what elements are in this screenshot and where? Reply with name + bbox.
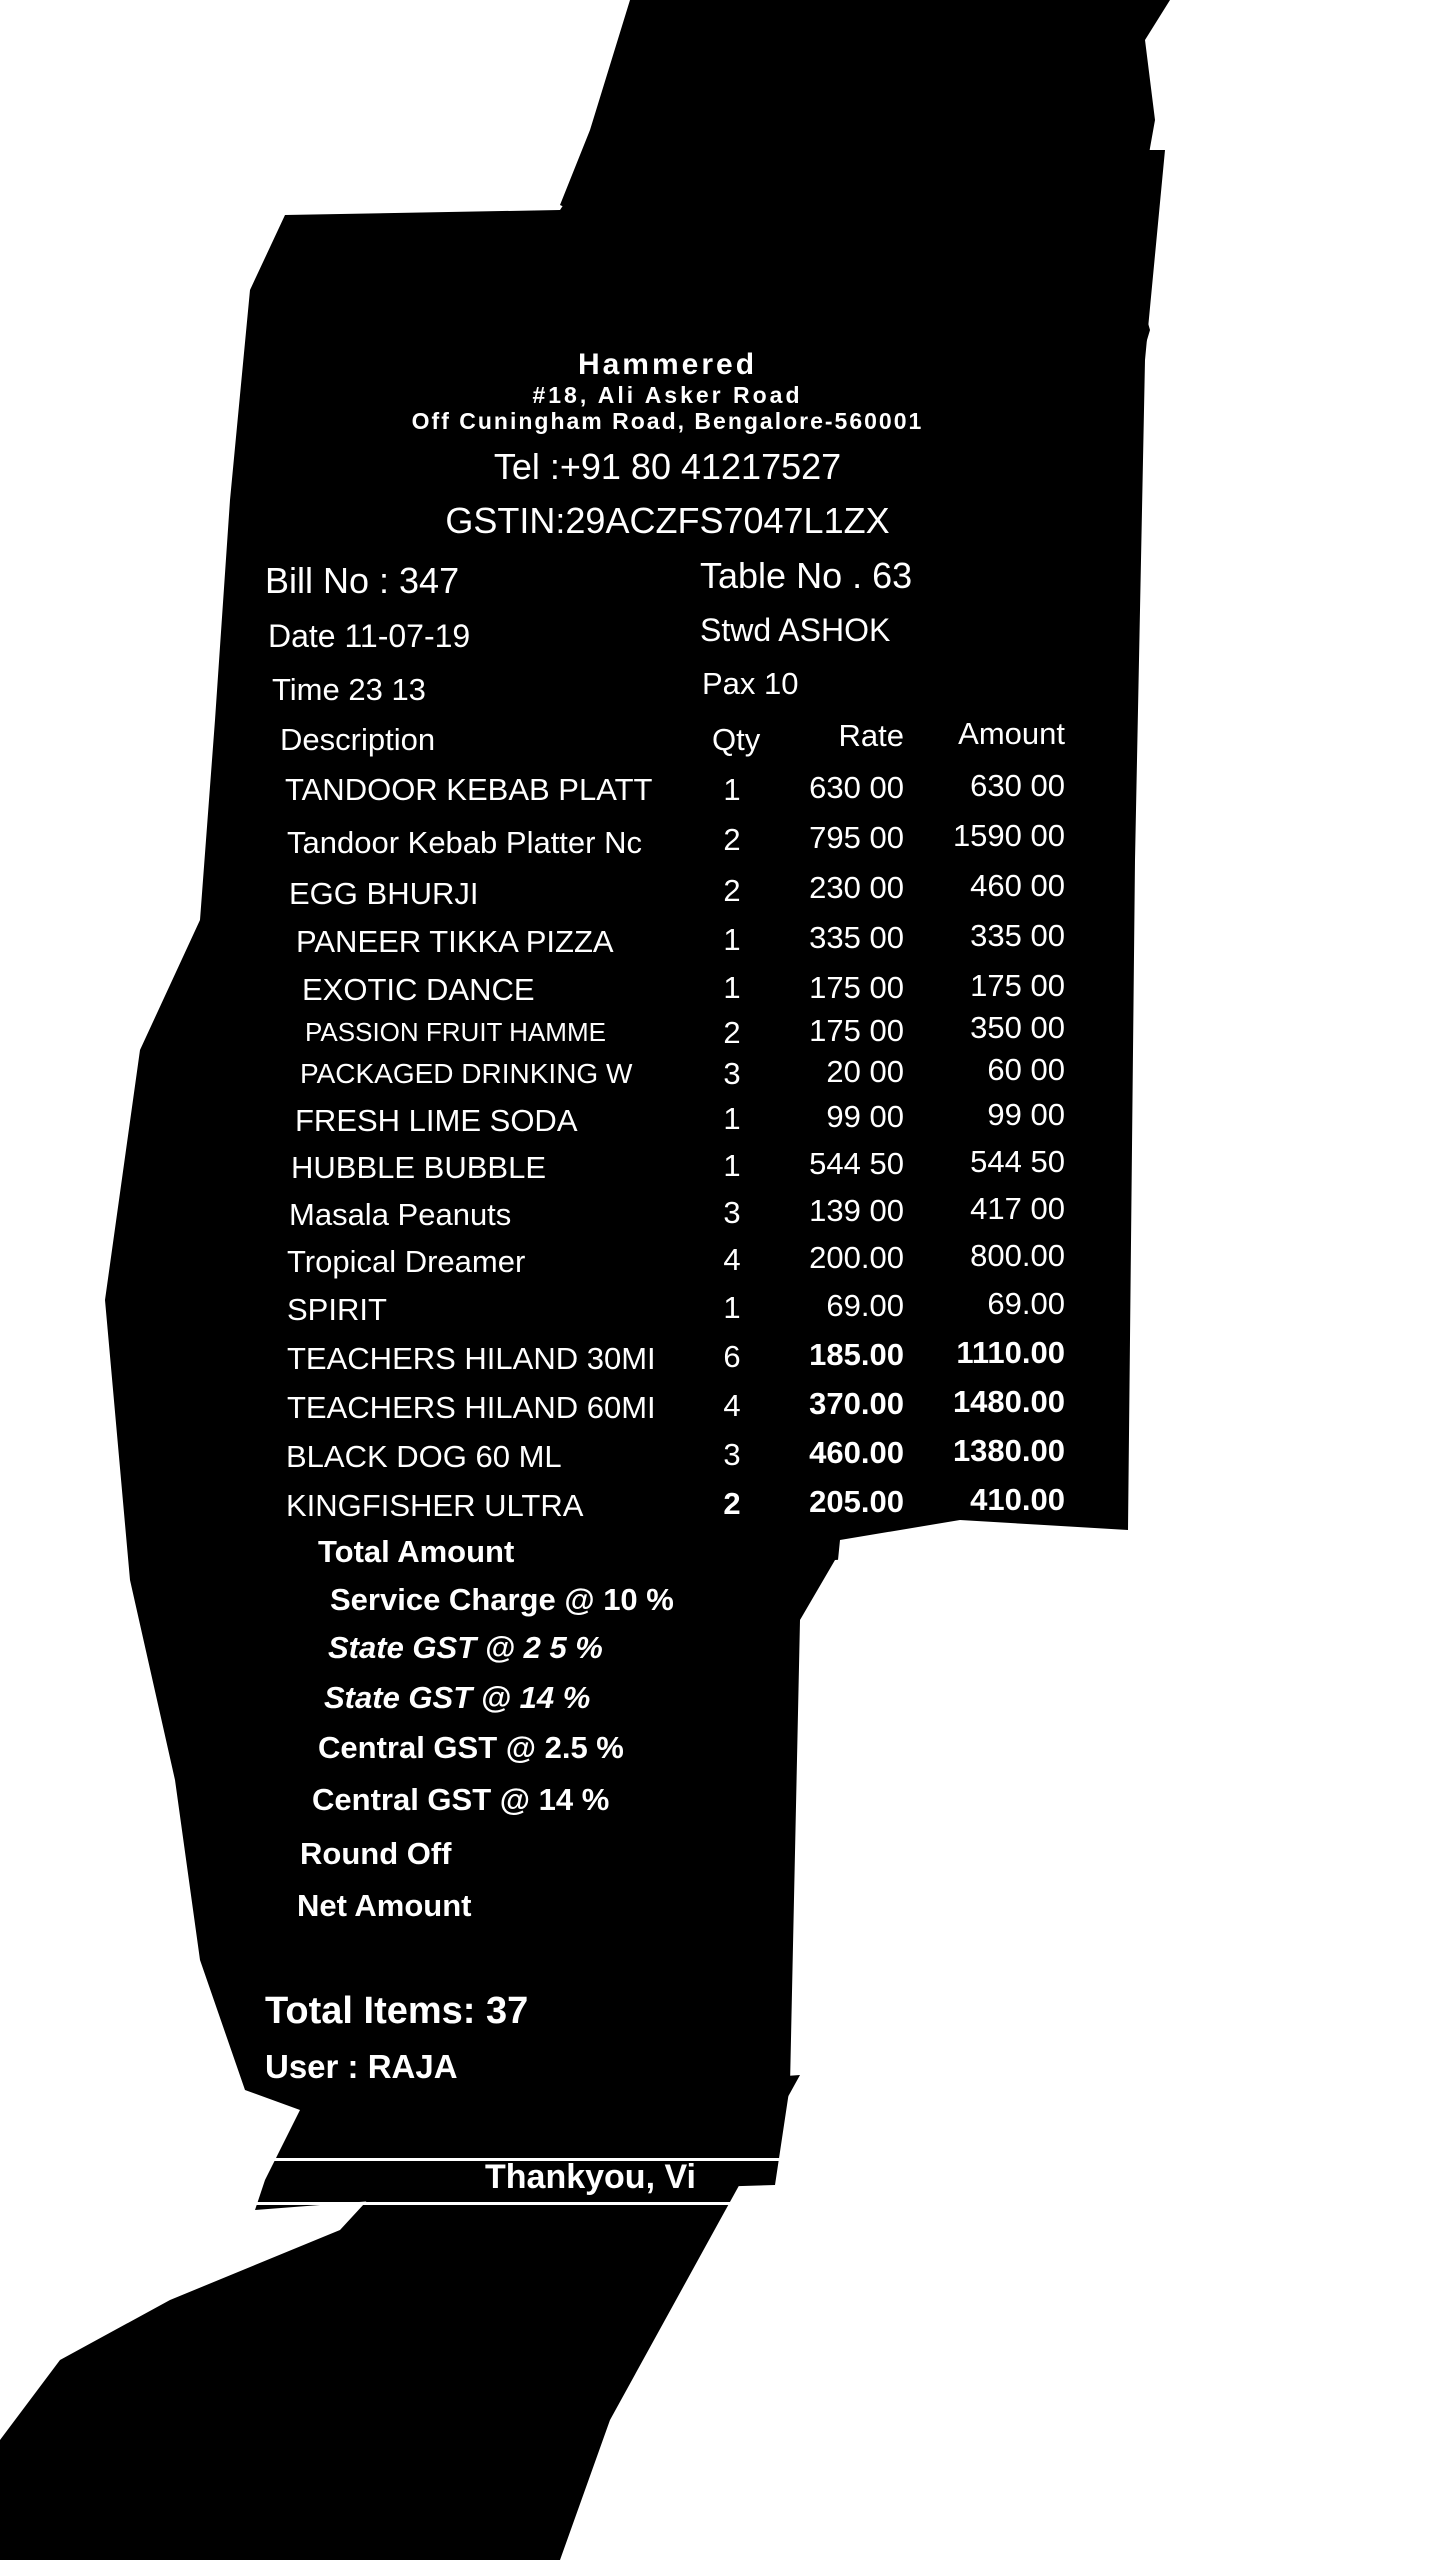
item-rate: 460.00 — [809, 1435, 904, 1470]
column-header-amount: Amount — [958, 716, 1065, 751]
item-name: Tandoor Kebab Platter Nc — [287, 825, 642, 860]
item-rate: 544 50 — [809, 1146, 904, 1181]
item-qty: 2 — [723, 1015, 741, 1050]
summary-central-gst-2-5: Central GST @ 2.5 % — [318, 1730, 624, 1765]
pax-count: Pax 10 — [702, 666, 799, 701]
bill-time: Time 23 13 — [272, 672, 426, 707]
shop-gstin: GSTIN:29ACZFS7047L1ZX — [445, 500, 890, 541]
item-name: Tropical Dreamer — [287, 1244, 526, 1279]
item-amount: 350 00 — [970, 1010, 1065, 1045]
item-qty: 1 — [723, 1101, 741, 1136]
item-name: EGG BHURJI — [289, 876, 479, 911]
item-rate: 795 00 — [809, 820, 904, 855]
item-qty: 2 — [723, 873, 741, 908]
item-qty: 2 — [723, 822, 741, 857]
item-rate: 370.00 — [809, 1386, 904, 1421]
user-name: User : RAJA — [265, 2048, 458, 2085]
item-rate: 139 00 — [809, 1193, 904, 1228]
item-rate: 20 00 — [826, 1054, 904, 1089]
item-qty: 3 — [723, 1056, 741, 1091]
summary-service-charge: Service Charge @ 10 % — [330, 1582, 674, 1617]
bill-number: Bill No : 347 — [265, 560, 460, 601]
item-amount: 1110.00 — [956, 1335, 1065, 1370]
summary-state-gst-2-5: State GST @ 2 5 % — [328, 1630, 603, 1665]
item-rate: 205.00 — [809, 1484, 904, 1519]
item-name: PASSION FRUIT HAMME — [305, 1017, 606, 1047]
item-amount: 1480.00 — [952, 1384, 1065, 1419]
item-amount: 544 50 — [970, 1144, 1065, 1179]
item-name: TEACHERS HILAND 30MI — [287, 1341, 656, 1376]
shop-address-line-1: #18, Ali Asker Road — [532, 382, 803, 408]
item-qty: 4 — [723, 1388, 741, 1423]
item-amount: 1590 00 — [952, 818, 1065, 853]
item-amount: 335 00 — [970, 918, 1065, 953]
column-header-qty: Qty — [712, 722, 761, 757]
item-rate: 175 00 — [809, 1013, 904, 1048]
item-name: BLACK DOG 60 ML — [286, 1439, 562, 1474]
item-name: KINGFISHER ULTRA — [286, 1488, 584, 1523]
item-name: TANDOOR KEBAB PLATT — [285, 772, 653, 807]
item-amount: 417 00 — [970, 1191, 1065, 1226]
bill-date: Date 11-07-19 — [268, 618, 471, 654]
item-rate: 200.00 — [809, 1240, 904, 1275]
item-qty: 1 — [723, 922, 741, 957]
item-qty: 1 — [723, 1290, 741, 1325]
item-amount: 410.00 — [970, 1482, 1065, 1517]
item-qty: 1 — [723, 772, 741, 807]
item-qty: 1 — [723, 970, 741, 1005]
item-qty: 3 — [723, 1437, 741, 1472]
item-name: PACKAGED DRINKING W — [300, 1058, 633, 1089]
item-name: PANEER TIKKA PIZZA — [296, 924, 614, 959]
item-name: TEACHERS HILAND 60MI — [287, 1390, 656, 1425]
item-name: FRESH LIME SODA — [295, 1103, 578, 1138]
shop-telephone: Tel :+91 80 41217527 — [493, 446, 842, 487]
footer-divider — [255, 2202, 780, 2205]
summary-central-gst-14: Central GST @ 14 % — [312, 1782, 610, 1817]
item-amount: 175 00 — [970, 968, 1065, 1003]
item-amount: 630 00 — [970, 768, 1065, 803]
item-qty: 3 — [723, 1195, 741, 1230]
item-qty: 4 — [723, 1242, 741, 1277]
item-amount: 460 00 — [970, 868, 1065, 903]
item-amount: 60 00 — [987, 1052, 1065, 1087]
item-name: Masala Peanuts — [289, 1197, 512, 1232]
column-header-rate: Rate — [838, 718, 904, 753]
steward-name: Stwd ASHOK — [700, 612, 891, 648]
item-rate: 230 00 — [809, 870, 904, 905]
item-qty: 2 — [723, 1486, 741, 1521]
item-rate: 630 00 — [809, 770, 904, 805]
item-amount: 69.00 — [987, 1286, 1065, 1321]
receipt-blank-patch — [800, 1540, 1150, 2110]
item-name: HUBBLE BUBBLE — [291, 1150, 546, 1185]
summary-state-gst-14: State GST @ 14 % — [324, 1680, 591, 1715]
summary-round-off: Round Off — [300, 1836, 452, 1871]
item-qty: 1 — [723, 1148, 741, 1183]
item-amount: 1380.00 — [952, 1433, 1065, 1468]
item-amount: 99 00 — [987, 1097, 1065, 1132]
summary-net-amount: Net Amount — [297, 1888, 472, 1923]
item-name: SPIRIT — [287, 1292, 387, 1327]
item-rate: 175 00 — [809, 970, 904, 1005]
item-rate: 335 00 — [809, 920, 904, 955]
column-header-description: Description — [280, 722, 436, 757]
shop-address-line-2: Off Cuningham Road, Bengalore-560001 — [411, 408, 924, 434]
item-rate: 69.00 — [826, 1288, 904, 1323]
table-number: Table No . 63 — [700, 555, 913, 596]
item-rate: 185.00 — [809, 1337, 904, 1372]
item-name: EXOTIC DANCE — [302, 972, 535, 1007]
shop-name: Hammered — [577, 348, 758, 381]
item-qty: 6 — [723, 1339, 741, 1374]
item-rate: 99 00 — [826, 1099, 904, 1134]
item-amount: 800.00 — [970, 1238, 1065, 1273]
thank-you-message: Thankyou, Vi — [485, 2158, 696, 2196]
total-items: Total Items: 37 — [265, 1990, 529, 2032]
summary-total-amount: Total Amount — [318, 1534, 515, 1569]
